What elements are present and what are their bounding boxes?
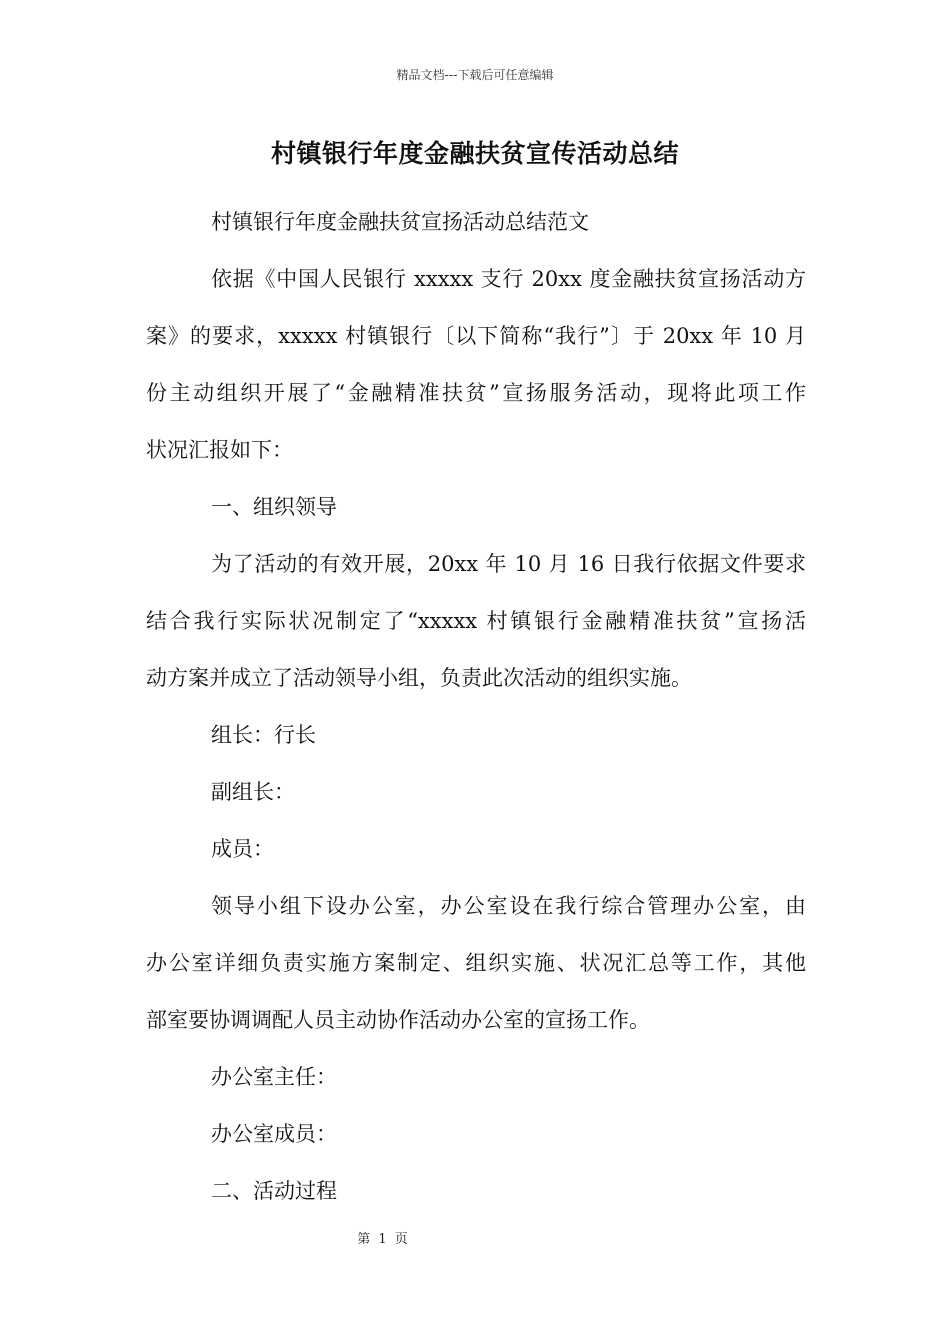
- paragraph-3-line-2: 办公室详细负责实施方案制定、组织实施、状况汇总等工作，其他: [146, 951, 806, 975]
- document-title: 村镇银行年度金融扶贫宣传活动总结: [270, 139, 679, 168]
- office-director-line: 办公室主任：: [211, 1065, 337, 1089]
- members-line: 成员：: [211, 837, 274, 861]
- office-members-line: 办公室成员：: [211, 1122, 337, 1146]
- paragraph-1-line-3: 份主动组织开展了“金融精准扶贫”宣扬服务活动，现将此项工作: [146, 381, 806, 405]
- section-heading-1: 一、组织领导: [211, 495, 337, 519]
- document-header-note: 精品文档---下载后可任意编辑: [396, 68, 554, 82]
- paragraph-3-line-1: 领导小组下设办公室，办公室设在我行综合管理办公室，由: [211, 894, 806, 918]
- leader-line: 组长：行长: [211, 723, 316, 747]
- paragraph-2-line-2: 结合我行实际状况制定了“xxxxx 村镇银行金融精准扶贫”宣扬活: [146, 609, 806, 633]
- paragraph-2-line-1: 为了活动的有效开展，20xx 年 10 月 16 日我行依据文件要求: [211, 552, 806, 576]
- paragraph-1-line-1: 依据《中国人民银行 xxxxx 支行 20xx 度金融扶贫宣扬活动方: [211, 267, 806, 291]
- paragraph-3-line-3: 部室要协调调配人员主动协作活动办公室的宣扬工作。: [146, 1008, 650, 1032]
- subtitle-line: 村镇银行年度金融扶贫宣扬活动总结范文: [211, 210, 589, 234]
- paragraph-2-line-3: 动方案并成立了活动领导小组，负责此次活动的组织实施。: [146, 666, 692, 690]
- paragraph-1-line-2: 案》的要求，xxxxx 村镇银行〔以下简称“我行”〕于 20xx 年 10 月: [146, 324, 806, 348]
- paragraph-1-line-4: 状况汇报如下：: [146, 438, 293, 462]
- page-number: 第 1 页: [357, 1232, 408, 1247]
- section-heading-2: 二、活动过程: [211, 1179, 337, 1203]
- deputy-leader-line: 副组长：: [211, 780, 295, 804]
